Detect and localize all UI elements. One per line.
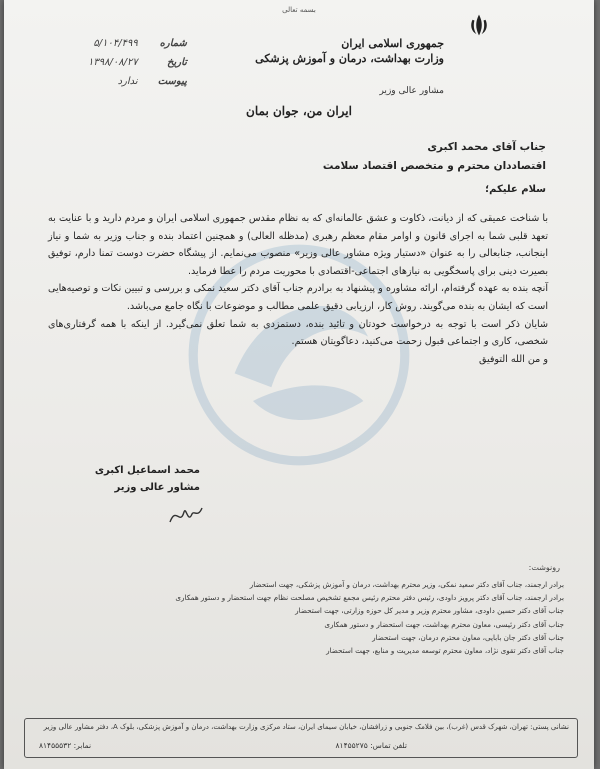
ministry-header — [255, 36, 444, 66]
recipient-title: اقتصاددان محترم و متخصص اقتصاد سلامت — [322, 160, 546, 172]
letter-body — [48, 210, 548, 368]
slogan: ایران من، جوان بمان — [246, 104, 352, 118]
attachment-label: پیوست — [157, 76, 187, 87]
office-name: مشاور عالی وزیر — [379, 86, 444, 96]
cc-title: رونوشت: — [528, 563, 560, 572]
cc-item: جناب آقای دکتر تقوی نژاد، معاون محترم توسعه مدیریت و منابع، جهت استحضار — [326, 646, 564, 656]
footer-address: نشانی پستی: تهران، شهرک قدس (غرب)، بین فلامک جنوبی و زرافشان، خیابان سیمای ایران، ستاد مرکزی وزارت بهداشت، درمان و آموزش پزشکی، بلوک A، دفتر مشاور عالی وزیر — [43, 723, 569, 731]
footer-phone: تلفن تماس: ۸۱۴۵۵۲۷۵ — [335, 741, 407, 750]
recipient-block — [323, 138, 546, 176]
ministry-line-1: جمهوری اسلامی ایران — [341, 37, 444, 50]
meta-number — [88, 34, 187, 53]
body-paragraph: با شناخت عمیقی که از دیانت، ذکاوت و عشق عالمانه‌ای که به نظام مقدس جمهوری اسلامی ایران و مردم دارید و با عنایت به تعهد قلبی شما به اجرای قانون و اوامر مقام معظم رهبری (مدظله العالی) و همچنین اعتماد بنده و جناب وزیر به شما و نیاز اینجانب، جنابعالی را به عنوان «دستیار ویژه مشاور عالی وزیر» منصوب می‌نمایم. از پیشگاه حضرت دوست تمنا دارم، توفیق بصیرت دینی برای پاسخگویی به نیازهای اجتماعی-اقتصادی با محوریت مردم را عطا فرماید. — [48, 213, 548, 277]
meta-date — [88, 53, 187, 72]
letter-page — [4, 0, 594, 769]
cc-item: جناب آقای دکتر رئیسی، معاون محترم بهداشت، جهت استحضار و دستور همکاری — [324, 619, 564, 629]
footer-fax: نمابر: ۸۱۴۵۵۵۳۲ — [39, 741, 92, 750]
number-label: شماره — [159, 38, 187, 49]
letter-meta — [88, 34, 187, 91]
date-label: تاریخ — [167, 57, 187, 68]
ministry-line-2: وزارت بهداشت، درمان و آموزش پزشکی — [255, 52, 444, 65]
signer-title: مشاور عالی وزیر — [114, 482, 200, 493]
signature-block — [95, 462, 200, 496]
letter-footer — [24, 718, 578, 758]
recipient-name: جناب آقای محمد اکبری — [427, 141, 546, 153]
signer-name: محمد اسماعیل اکبری — [94, 465, 200, 476]
cc-item: برادر ارجمند، جناب آقای دکتر پرویز داودی، رئیس دفتر محترم رئیس مجمع تشخیص مصلحت نظام جهت استحضار و دستور همکاری — [175, 593, 564, 603]
cc-item: برادر ارجمند، جناب آقای دکتر سعید نمکی، وزیر محترم بهداشت، درمان و آموزش پزشکی، جهت استحضار — [249, 580, 564, 589]
cc-item: جناب آقای دکتر حسین داودی، مشاور محترم وزیر و مدیر کل حوزه وزارتی، جهت استحضار — [295, 606, 564, 616]
iran-emblem-icon — [466, 12, 492, 38]
body-paragraph: شایان ذکر است با توجه به درخواست خودتان و تائید بنده، دستمزدی به شما تعلق نمی‌گیرد. از اینکه با همه گرفتاری‌های شخصی، کاری و اجتماعی قبول زحمت می‌کنید، دعاگویتان هستم. — [48, 318, 548, 348]
cc-list — [44, 578, 564, 657]
bismillah: بسمه تعالی — [282, 6, 316, 14]
attachment-value: ندارد — [117, 76, 138, 87]
body-paragraph: آنچه بنده به عهده گرفته‌ام، ارائه مشاوره و پیشنهاد به برادرم جناب آقای دکتر سعید نمکی و بررسی و تبیین نکات و توصیه‌هایی است که ایشان به بنده می‌گویند. روش کار، ارزیابی دقیق علمی مطالب و موضوعات با نگاه جامع می‌باشد. — [48, 283, 548, 312]
cc-item: جناب آقای دکتر جان بابایی، معاون محترم درمان، جهت استحضار — [372, 632, 564, 642]
body-closing: و من الله التوفیق — [478, 353, 548, 365]
handwritten-signature — [166, 500, 206, 530]
date-value: ۱۳۹۸/۰۸/۲۷ — [88, 57, 138, 68]
meta-attachment — [88, 72, 187, 91]
greeting: سلام علیکم؛ — [485, 184, 546, 195]
number-value: ۵/۱۰۴/۴۹۹ — [93, 38, 138, 49]
